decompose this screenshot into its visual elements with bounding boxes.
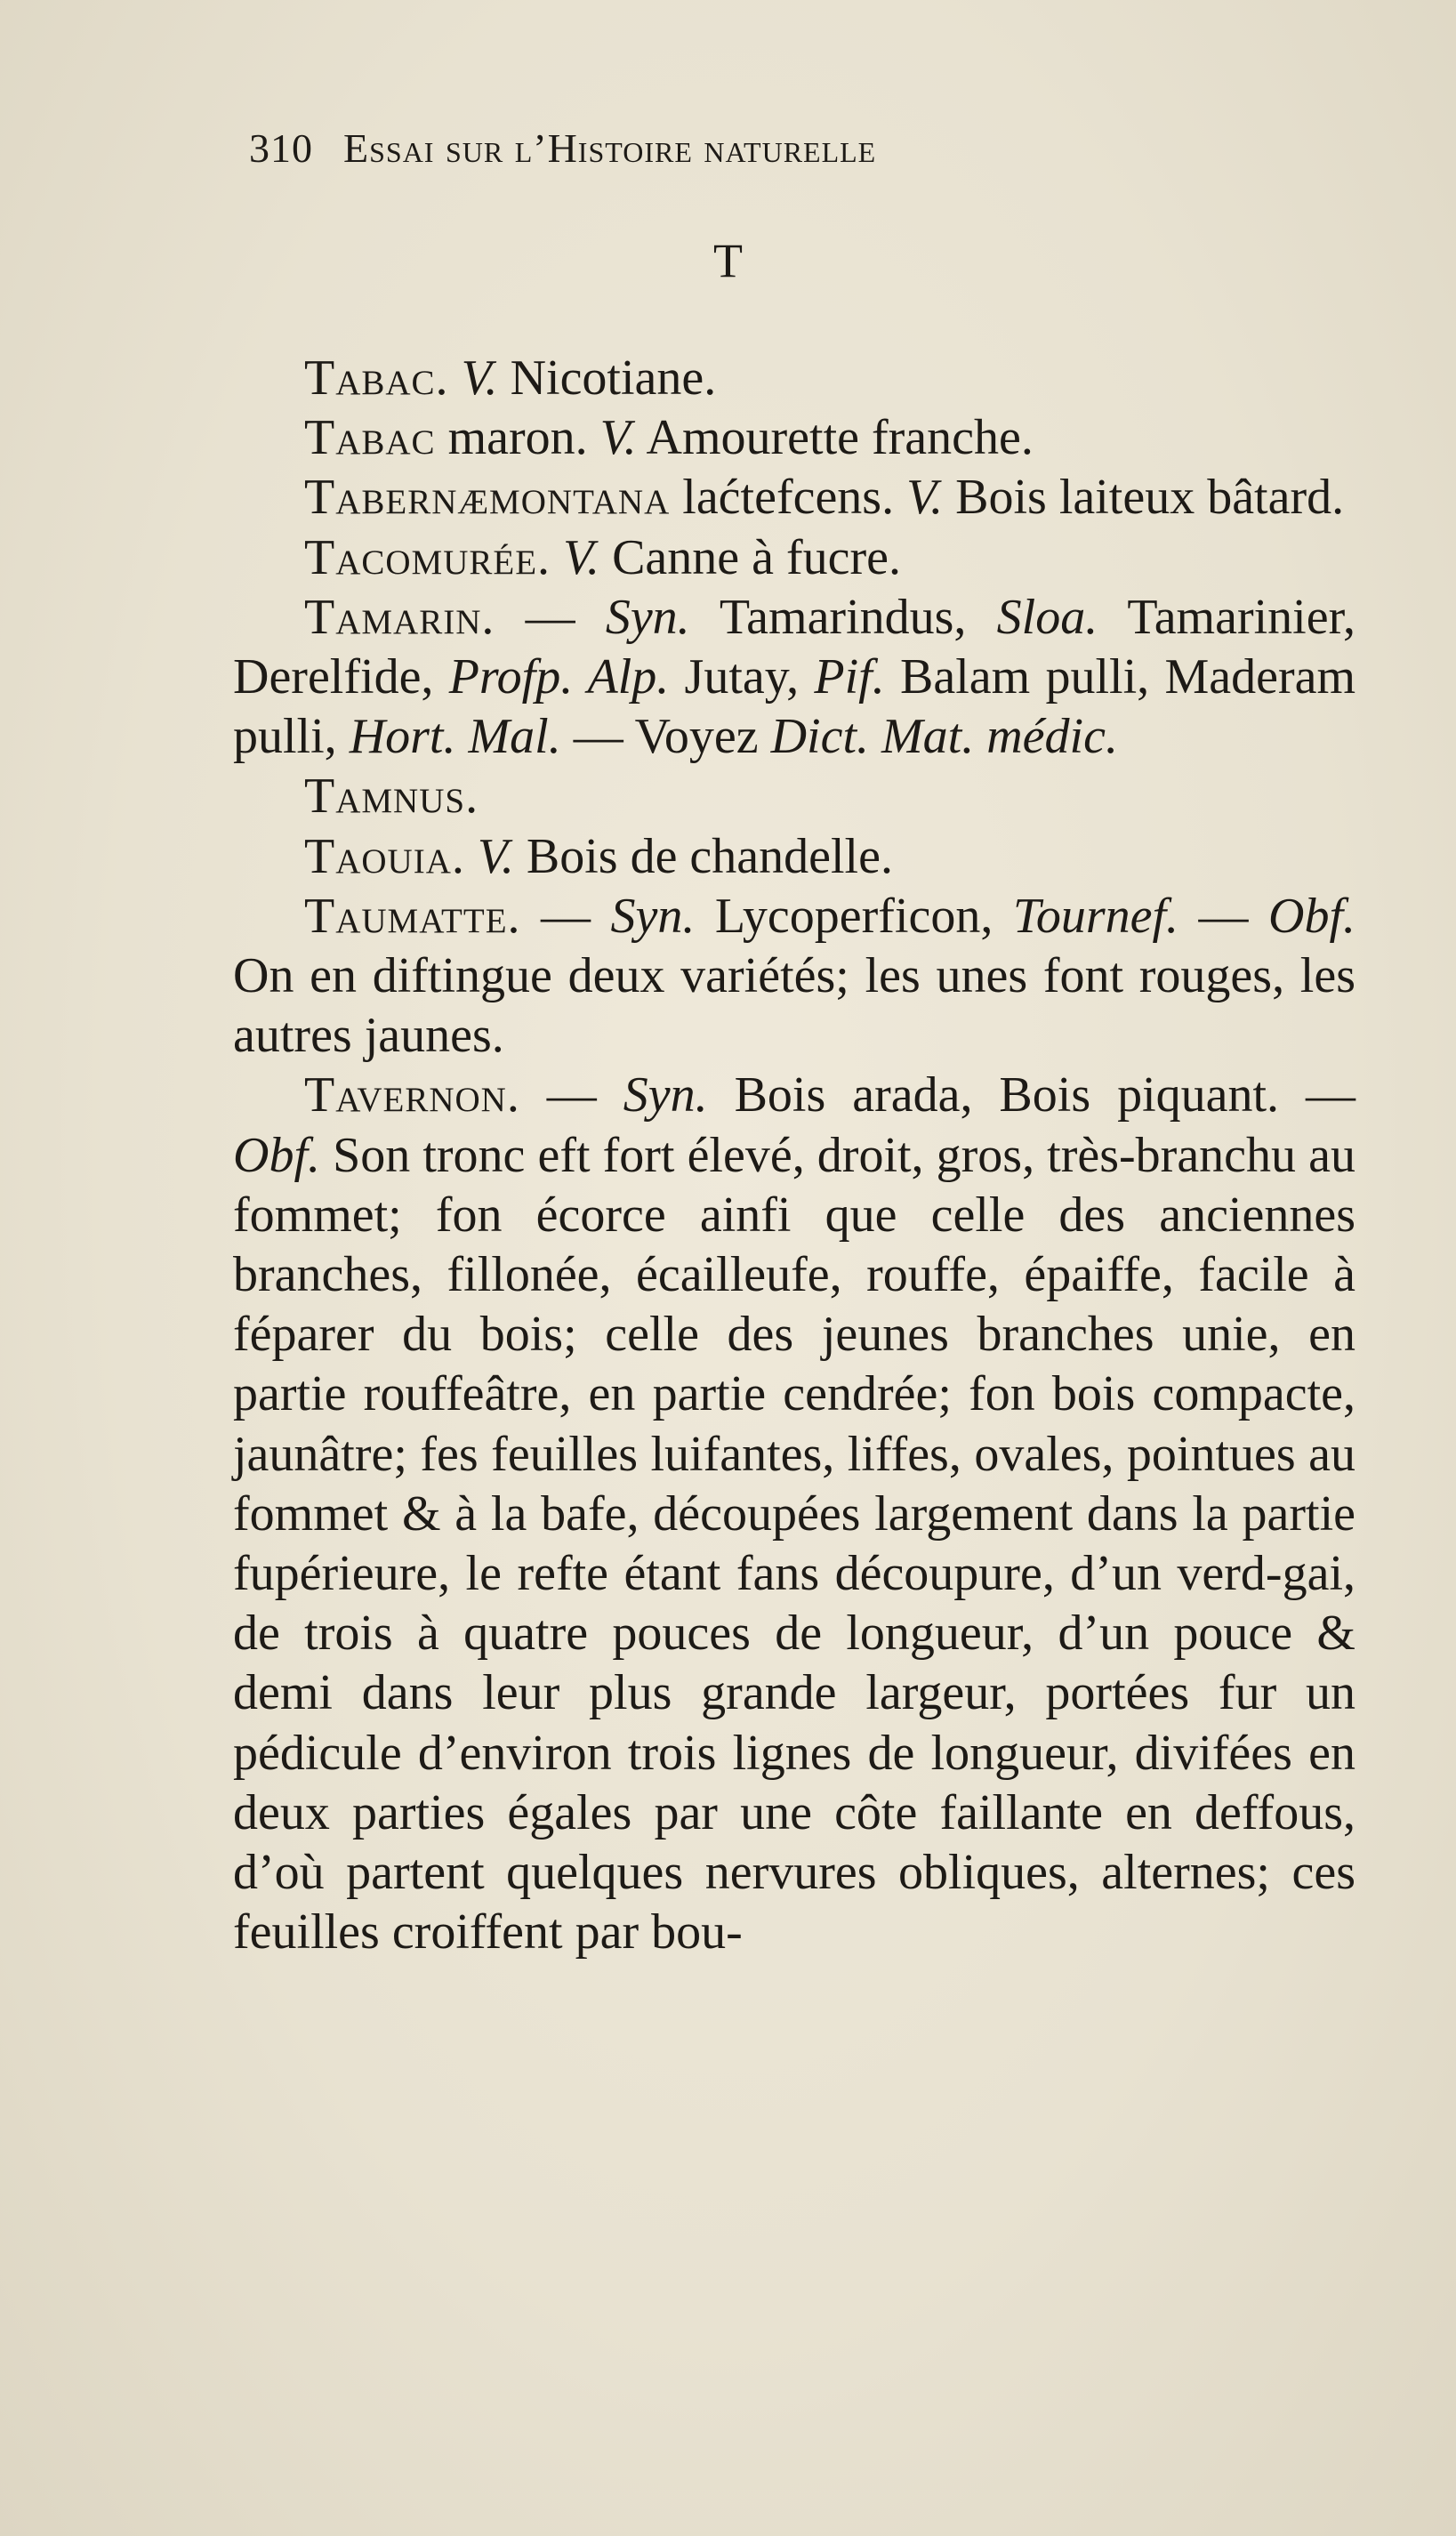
entry-text: maron.	[435, 410, 600, 466]
entry-text: —	[520, 888, 611, 944]
entry-headword: Tamarin.	[304, 589, 495, 645]
italic-reference: Syn.	[605, 589, 690, 645]
italic-reference: V.	[906, 470, 944, 526]
italic-reference: V.	[599, 410, 637, 466]
entry-text: Lycoperficon,	[695, 888, 1013, 944]
italic-reference: Syn.	[623, 1067, 708, 1123]
entry-headword: Taouia.	[304, 828, 465, 884]
entry-text: Jutay,	[669, 649, 815, 705]
italic-reference: Obf.	[1268, 888, 1356, 944]
entry-text: Bois arada, Bois piquant. —	[707, 1067, 1356, 1123]
section-letter: T	[713, 234, 743, 287]
glossary-entry	[233, 528, 1355, 588]
entry-text: —	[1178, 888, 1269, 944]
page-number: 310	[249, 125, 313, 171]
entry-headword: Tamnus.	[304, 769, 479, 825]
entry-text: Tamarindus,	[689, 589, 997, 645]
italic-reference: Tournef.	[1012, 888, 1179, 944]
entry-headword: Tabac	[304, 410, 436, 466]
italic-reference: Pif.	[814, 649, 885, 705]
entry-text: Balam pulli, Maderam pulli,	[233, 649, 1356, 765]
italic-reference: Dict. Mat. médic.	[770, 709, 1118, 765]
entry-text: laćtefcens.	[670, 470, 907, 526]
glossary-entry	[233, 887, 1355, 1067]
italic-reference: Hort. Mal.	[349, 709, 561, 765]
italic-reference: Profp. Alp.	[448, 649, 670, 705]
entry-list	[233, 349, 1355, 1962]
italic-reference: Sloa.	[996, 589, 1098, 645]
entry-text: —	[519, 1067, 623, 1123]
glossary-entry	[233, 1066, 1355, 1962]
glossary-entry	[233, 767, 1355, 826]
running-title: Essai sur l’Histoire naturelle	[343, 125, 877, 171]
italic-reference: V.	[461, 350, 498, 406]
entry-text: —	[495, 589, 606, 645]
entry-text	[551, 530, 563, 585]
entry-text: Amourette franche.	[636, 410, 1034, 466]
italic-reference: V.	[563, 529, 600, 585]
glossary-entry	[233, 468, 1355, 527]
entry-text	[449, 350, 462, 406]
entry-text: Son tronc eft fort élevé, droit, gros, très-branchu au fommet; fon écorce ainfi que celle des anciennes branches, fillonée, écailleufe, rouffe, épaiffe, facile à féparer du bois; celle des jeunes branches unie, en partie rouffeâtre, en partie cendrée; fon bois compacte, jaunâtre; fes feuilles luifantes, liffes, ovales, pointues au fommet & à la bafe, découpées largement dans la partie fupérieure, le refte étant fans découpure, d’un verd-gai, de trois à quatre pouces de longueur, d’un pouce & demi dans leur plus grande largeur, portées fur un pédicule d’environ trois lignes de longueur, divifées en deux parties égales par une côte faillante en deffous, d’où partent quelques nervures obliques, alternes; ces feuilles croiffent par bou-	[233, 1127, 1355, 1960]
entry-headword: Tacomurée.	[304, 529, 551, 585]
entry-text: Canne à fucre.	[599, 529, 901, 585]
entry-text	[465, 829, 478, 884]
glossary-entry	[233, 588, 1355, 768]
entry-text: Nicotiane.	[497, 350, 717, 406]
glossary-entry	[233, 349, 1355, 408]
italic-reference: V.	[477, 828, 514, 884]
glossary-entry	[233, 408, 1355, 468]
entry-text: Bois de chandelle.	[513, 828, 893, 884]
entry-text: Bois laiteux bâtard.	[943, 470, 1345, 526]
entry-headword: Tavernon.	[304, 1067, 520, 1123]
entry-headword: Tabac.	[304, 350, 449, 406]
entry-text: On en diftingue deux variétés; les unes font rouges, les autres jaunes.	[233, 948, 1355, 1064]
glossary-entry	[233, 827, 1355, 887]
running-head	[249, 125, 1281, 172]
italic-reference: Obf.	[233, 1127, 320, 1183]
entry-text: Tamarinier, Derelfide,	[233, 589, 1355, 705]
entry-text: — Voyez	[560, 709, 771, 765]
entry-headword: Taumatte.	[304, 888, 521, 944]
entry-headword: Tabernæmontana	[304, 470, 671, 526]
italic-reference: Syn.	[610, 888, 696, 944]
